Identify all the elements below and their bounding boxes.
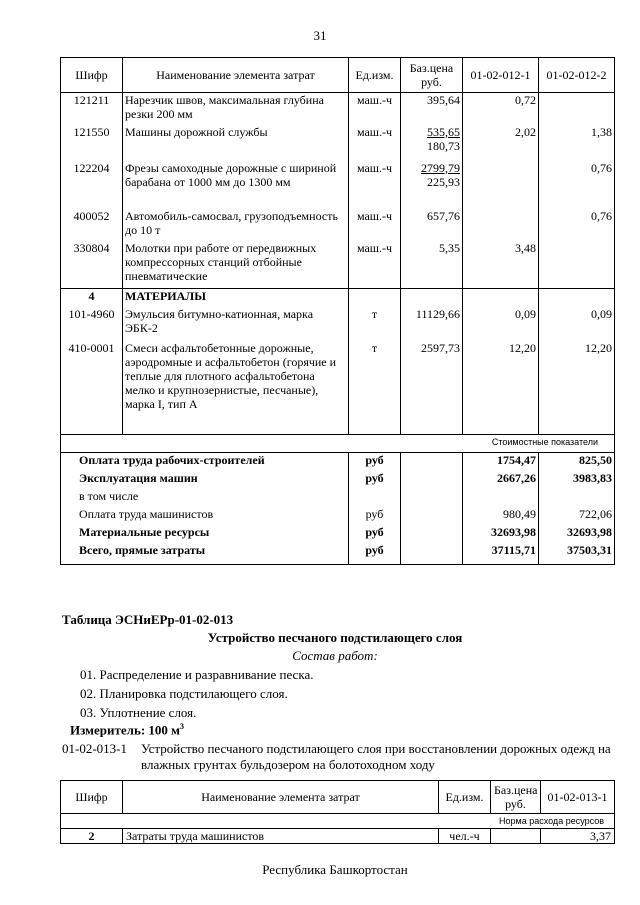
norm-header: Норма расхода ресурсов <box>61 814 615 829</box>
table-row <box>61 125 615 161</box>
summary-label: Оплата труда машинистов <box>61 507 349 525</box>
table-row <box>61 93 615 125</box>
summary-v1: 2667,26 <box>463 471 539 489</box>
page-number: 31 <box>313 28 327 43</box>
cost-header: Стоимостные показатели <box>61 435 615 453</box>
table-row <box>61 241 615 289</box>
summary-v1: 980,49 <box>463 507 539 525</box>
row-unit: чел.-ч <box>439 829 491 844</box>
row-v2 <box>539 241 615 289</box>
work-item-1: 01. Распределение и разравнивание песка. <box>80 667 314 682</box>
header-name: Наименование элемента затрат <box>123 58 349 93</box>
norm-header-row <box>61 814 615 829</box>
table-row <box>61 161 615 209</box>
row-price: 2597,73 <box>401 341 463 435</box>
summary-row <box>61 507 615 525</box>
row-name: Смеси асфальтобетонные дорожные, аэродромные и асфальтобетон (горячие и теплые для плотного асфальтобетона мелко и крупнозернистые, песчаные), марка I, тип А <box>123 341 349 435</box>
summary-unit: руб <box>349 525 401 543</box>
header-price: Баз.цена руб. <box>491 781 541 814</box>
row-code: 122204 <box>61 161 123 209</box>
row-code: 121211 <box>61 93 123 125</box>
row-v2: 0,09 <box>539 307 615 341</box>
row-name: Фрезы самоходные дорожные с шириной барабана от 1000 мм до 1300 мм <box>123 161 349 209</box>
summary-v1: 37115,71 <box>463 543 539 565</box>
row-code: 121550 <box>61 125 123 161</box>
row-code: 330804 <box>61 241 123 289</box>
summary-row <box>61 543 615 565</box>
summary-v2: 32693,98 <box>539 525 615 543</box>
header-name: Наименование элемента затрат <box>123 781 439 814</box>
table-row <box>61 307 615 341</box>
cost-header-row <box>61 435 615 453</box>
table-row <box>61 341 615 435</box>
row-price: 395,64 <box>401 93 463 125</box>
summary-row <box>61 489 615 507</box>
row-v1: 0,72 <box>463 93 539 125</box>
materials-section-row <box>61 289 615 307</box>
header-unit: Ед.изм. <box>349 58 401 93</box>
row-price: 535,65 180,73 <box>401 125 463 161</box>
row-name: Эмульсия битумно-катионная, марка ЭБК-2 <box>123 307 349 341</box>
summary-v1: 1754,47 <box>463 453 539 471</box>
section-title: МАТЕРИАЛЫ <box>123 289 349 307</box>
row-price: 657,76 <box>401 209 463 241</box>
table-row <box>61 829 615 844</box>
header-col2: 01-02-012-2 <box>539 58 615 93</box>
row-unit: маш.-ч <box>349 93 401 125</box>
row-name: Молотки при работе от передвижных компрессорных станций отбойные пневматические <box>123 241 349 289</box>
row-price: 11129,66 <box>401 307 463 341</box>
header-col1: 01-02-012-1 <box>463 58 539 93</box>
row-unit: маш.-ч <box>349 209 401 241</box>
row-unit: маш.-ч <box>349 161 401 209</box>
summary-label: Всего, прямые затраты <box>61 543 349 565</box>
row-v2: 0,76 <box>539 161 615 209</box>
row-unit: т <box>349 307 401 341</box>
work-item-2: 02. Планировка подстилающего слоя. <box>80 686 288 701</box>
resources-table-012 <box>60 57 615 565</box>
summary-v2: 37503,31 <box>539 543 615 565</box>
row-code: 101-4960 <box>61 307 123 341</box>
row-v1 <box>463 161 539 209</box>
row-unit: маш.-ч <box>349 125 401 161</box>
row-name: Машины дорожной службы <box>123 125 349 161</box>
row-v1: 2,02 <box>463 125 539 161</box>
row-code: 410-0001 <box>61 341 123 435</box>
row-price: 5,35 <box>401 241 463 289</box>
summary-v1: 32693,98 <box>463 525 539 543</box>
works-heading: Состав работ: <box>292 648 378 663</box>
header-col1: 01-02-013-1 <box>541 781 615 814</box>
summary-v2: 3983,83 <box>539 471 615 489</box>
row-price: 2799,79 225,93 <box>401 161 463 209</box>
row-price <box>491 829 541 844</box>
summary-unit: руб <box>349 507 401 525</box>
summary-row <box>61 453 615 471</box>
row-v1: 3,37 <box>541 829 615 844</box>
row-v2: 12,20 <box>539 341 615 435</box>
row-code: 400052 <box>61 209 123 241</box>
summary-unit: руб <box>349 471 401 489</box>
row-v2: 0,76 <box>539 209 615 241</box>
row-v2 <box>539 93 615 125</box>
summary-v2: 722,06 <box>539 507 615 525</box>
summary-row <box>61 471 615 489</box>
summary-label: Материальные ресурсы <box>61 525 349 543</box>
header-code: Шифр <box>61 781 123 814</box>
header-price: Баз.цена руб. <box>401 58 463 93</box>
row-v1: 0,09 <box>463 307 539 341</box>
row-name: Затраты труда машинистов <box>123 829 439 844</box>
row-v1 <box>463 209 539 241</box>
item-text-line1: Устройство песчаного подстилающего слоя при восстановлении дорожных одежд на <box>141 741 611 756</box>
header-code: Шифр <box>61 58 123 93</box>
item-text-line2: влажных грунтах бульдозером на болотоходном ходу <box>141 757 435 772</box>
item-code: 01-02-013-1 <box>62 741 127 756</box>
row-name: Автомобиль-самосвал, грузоподъемность до 10 т <box>123 209 349 241</box>
resources-table-013 <box>60 780 615 844</box>
summary-row <box>61 525 615 543</box>
table-row <box>61 209 615 241</box>
summary-unit: руб <box>349 453 401 471</box>
summary-label: Оплата труда рабочих-строителей <box>61 453 349 471</box>
table-label: Таблица ЭСНиЕРр-01-02-013 <box>62 612 234 627</box>
summary-v2: 825,50 <box>539 453 615 471</box>
row-code: 2 <box>61 829 123 844</box>
summary-label: в том числе <box>61 489 349 507</box>
summary-unit: руб <box>349 543 401 565</box>
section-title: Устройство песчаного подстилающего слоя <box>207 630 463 645</box>
row-v1: 12,20 <box>463 341 539 435</box>
footer: Республика Башкортостан <box>262 862 408 877</box>
row-unit: маш.-ч <box>349 241 401 289</box>
work-item-3: 03. Уплотнение слоя. <box>80 705 197 720</box>
meter-label: Измеритель: 100 $м^3$ <box>70 722 185 738</box>
header-unit: Ед.изм. <box>439 781 491 814</box>
row-unit: т <box>349 341 401 435</box>
row-name: Нарезчик швов, максимальная глубина резки 200 мм <box>123 93 349 125</box>
row-v1: 3,48 <box>463 241 539 289</box>
row-v2: 1,38 <box>539 125 615 161</box>
summary-label: Эксплуатация машин <box>61 471 349 489</box>
section-code: 4 <box>61 289 123 307</box>
